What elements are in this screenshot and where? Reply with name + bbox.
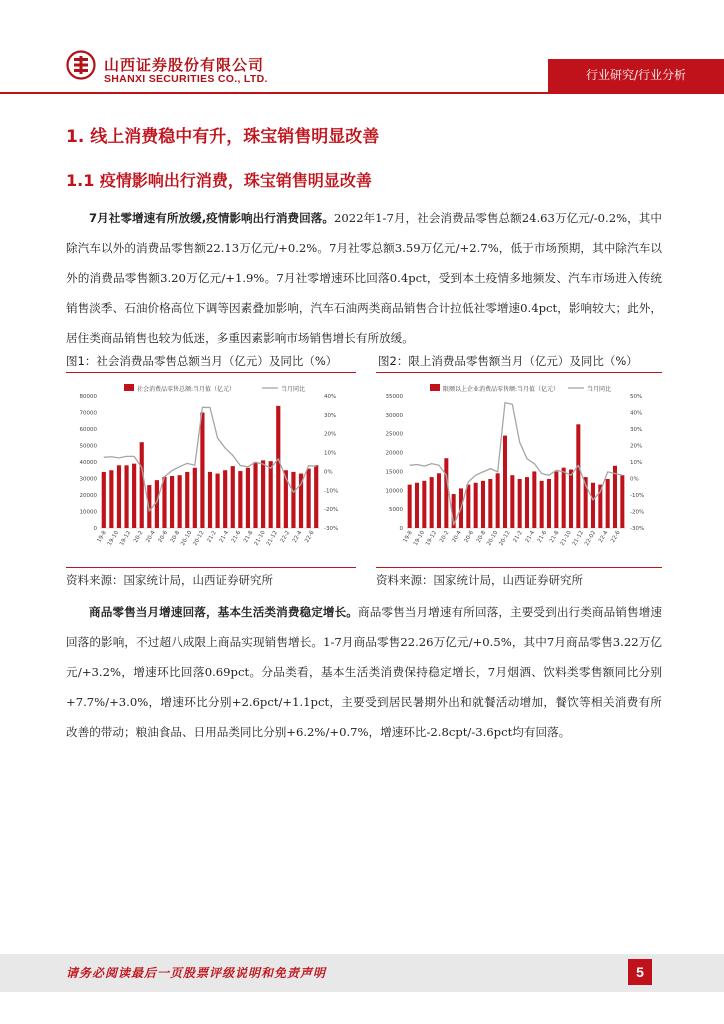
y-left-tick-label: 15000 <box>385 469 403 476</box>
bar-mark <box>269 461 273 528</box>
bar-mark <box>437 473 441 528</box>
bar-mark <box>208 472 212 528</box>
y-left-tick-label: 35000 <box>385 394 403 400</box>
legend-swatch-bar <box>124 384 134 391</box>
figure-2-title-rule <box>376 372 662 373</box>
x-tick-label: 20-6 <box>157 530 169 544</box>
company-name-en: SHANXI SECURITIES CO., LTD. <box>104 73 268 85</box>
chart-total-retail-sales <box>66 378 356 564</box>
paragraph-body: 2022年1-7月，社会消费品零售总额24.63万亿元/-0.2%，其中除汽车以外的消费品零售额22.13万亿元/+0.2%。7月社零总额3.59万亿元/+2.7%，低于市场预期，其中除汽车以外的消费品零售额3.20万亿元/+1.9%。7月社零增速环比回落0.4pct，受到本土疫情多地频发、汽车市场进入传统销售淡季、石油价格高位下调等因素叠加影响，汽车石油两类商品销售合计拉低社零增速0.4pct，影响较大；此外，居住类商品销售也较为低迷，多重因素影响市场销售增长有所放缓。 <box>66 211 662 345</box>
y-left-tick-label: 20000 <box>79 493 97 499</box>
bar-mark <box>466 485 470 528</box>
legend-swatch-bar <box>430 384 440 391</box>
bar-mark <box>102 472 106 528</box>
bar-mark <box>261 460 265 528</box>
footer-disclaimer: 请务必阅读最后一页股票评级说明和免责声明 <box>66 966 327 980</box>
y-left-tick-label: 10000 <box>79 509 97 516</box>
bar-mark <box>606 479 610 528</box>
x-tick-label: 19-10 <box>412 530 427 547</box>
y-right-tick-label: -30% <box>324 526 339 532</box>
y-left-tick-label: 50000 <box>79 443 97 450</box>
subsection-heading: 1.1 疫情影响出行消费，珠宝销售明显改善 <box>66 171 372 190</box>
bar-mark <box>238 471 242 528</box>
bar-mark <box>547 479 551 528</box>
bar-mark <box>276 406 280 528</box>
x-tick-label: 21-12 <box>265 530 279 547</box>
legend-label-bar: 限额以上企业消费品零售额:当月值（亿元） <box>443 386 560 393</box>
x-tick-label: 22-4 <box>597 530 610 544</box>
x-tick-label: 20-2 <box>439 530 451 544</box>
x-tick-label: 20-4 <box>145 530 157 544</box>
y-left-tick-label: 5000 <box>389 507 403 514</box>
bar-mark <box>481 481 485 528</box>
bar-mark <box>510 475 514 528</box>
chart-legend <box>430 384 611 393</box>
x-tick-label: 22-2 <box>279 530 292 544</box>
y-left-tick-label: 20000 <box>385 450 403 457</box>
report-category-tag: 行业研究/行业分析 <box>548 59 724 92</box>
figure-1-title-rule <box>66 372 356 373</box>
y-right-tick-label: 0% <box>630 476 639 483</box>
yoy-line <box>410 403 623 525</box>
x-tick-label: 22-6 <box>610 530 622 544</box>
x-tick-label: 19-8 <box>402 530 414 544</box>
y-left-tick-label: 10000 <box>385 488 403 495</box>
x-tick-label: 19-10 <box>106 530 121 547</box>
x-tick-label: 21-12 <box>571 530 585 547</box>
bar-mark <box>422 481 426 528</box>
x-tick-label: 20-8 <box>475 530 488 544</box>
figure-2-source: 资料来源：国家统计局，山西证券研究所 <box>376 573 583 587</box>
bar-mark <box>193 468 197 528</box>
y-right-tick-label: 20% <box>630 443 643 450</box>
bar-mark <box>147 485 151 528</box>
bar-mark <box>569 470 573 528</box>
y-left-tick-label: 80000 <box>79 394 97 400</box>
bar-mark <box>562 468 566 528</box>
x-tick-label: 22-4 <box>291 530 304 544</box>
x-tick-label: 22-02 <box>583 530 598 547</box>
x-tick-label: 22-6 <box>304 530 316 544</box>
y-right-tick-label: 0% <box>324 469 333 476</box>
x-tick-label: 21-4 <box>524 530 537 544</box>
bar-mark <box>415 483 419 528</box>
bar-mark <box>140 442 144 528</box>
y-left-tick-label: 25000 <box>385 431 403 438</box>
bar-mark <box>525 477 529 528</box>
bar-mark <box>132 464 136 528</box>
x-tick-label: 21-2 <box>512 530 524 544</box>
y-right-tick-label: 30% <box>630 427 643 433</box>
figure-1-source: 资料来源：国家统计局，山西证券研究所 <box>66 573 273 587</box>
y-right-tick-label: 50% <box>630 394 643 400</box>
bar-mark <box>532 471 536 528</box>
x-tick-label: 20-12 <box>192 530 206 547</box>
bar-mark <box>518 479 522 528</box>
y-left-tick-label: 70000 <box>79 410 97 417</box>
paragraph-lead: 7月社零增速有所放缓,疫情影响出行消费回落。 <box>89 211 335 225</box>
bar-mark <box>496 473 500 528</box>
bar-mark <box>540 481 544 528</box>
bar-mark <box>178 475 182 528</box>
y-right-tick-label: -20% <box>324 507 339 514</box>
section-heading: 1. 线上消费稳中有升，珠宝销售明显改善 <box>66 127 380 147</box>
bar-mark <box>253 462 257 528</box>
y-left-tick-label: 30000 <box>385 412 403 419</box>
x-tick-label: 21-6 <box>536 530 549 544</box>
y-left-tick-label: 0 <box>93 526 97 532</box>
company-name-cn: 山西证券股份有限公司 <box>104 56 265 74</box>
y-right-tick-label: 40% <box>630 410 643 417</box>
y-left-tick-label: 60000 <box>79 427 97 433</box>
y-right-tick-label: -20% <box>630 509 645 516</box>
paragraph-lead: 商品零售当月增速回落，基本生活类消费稳定增长。 <box>89 605 358 619</box>
y-right-tick-label: -10% <box>324 488 339 495</box>
y-left-tick-label: 40000 <box>79 460 97 466</box>
bar-mark <box>474 483 478 528</box>
bar-mark <box>291 472 295 528</box>
bar-mark <box>109 470 113 528</box>
figure-2-source-rule <box>376 567 662 568</box>
y-right-tick-label: 30% <box>324 412 337 419</box>
x-tick-label: 21-4 <box>218 530 231 544</box>
bar-mark <box>117 465 121 528</box>
bar-mark <box>430 477 434 528</box>
x-tick-label: 20-2 <box>133 530 145 544</box>
company-logo-icon <box>66 50 96 80</box>
bar-mark <box>223 470 227 528</box>
page-header <box>0 0 724 100</box>
bar-mark <box>216 474 220 528</box>
paragraph-body: 商品零售当月增速有所回落，主要受到出行类商品销售增速回落的影响，不过超八成限上商品实现销售增长。1-7月商品零售22.26万亿元/+0.5%，其中7月商品零售3.22万亿元/+3.2%，增速环比回落0.69pct。分品类看，基本生活类消费保持稳定增长，7月烟酒、饮料类零售额同比分别+7.7%/+3.0%，增速环比分别+2.6pct/+1.1pct，主要受到居民暑期外出和就餐活动增加，餐饮等相关消费有所改善的带动；粮油食品、日用品类同比分别+6.2%/+0.7%，增速环比-2.8cpt/-3.6pct均有回落。 <box>66 605 662 739</box>
header-divider <box>0 92 724 94</box>
figure-1-source-rule <box>66 567 356 568</box>
legend-label-line: 当月同比 <box>281 386 306 393</box>
x-tick-label: 19-12 <box>119 530 133 547</box>
bar-mark <box>200 413 204 529</box>
x-tick-label: 19-8 <box>96 530 108 544</box>
bar-mark <box>408 485 412 528</box>
chart-above-quota-retail-sales <box>372 378 662 564</box>
paragraph-retail-overview <box>66 203 662 353</box>
bar-mark <box>620 475 624 528</box>
paragraph-commodity-retail <box>66 597 662 747</box>
y-right-tick-label: 40% <box>324 394 337 400</box>
x-tick-label: 20-10 <box>486 530 500 547</box>
y-right-tick-label: 10% <box>324 450 337 457</box>
page-number: 5 <box>628 959 652 985</box>
x-tick-label: 20-12 <box>498 530 512 547</box>
x-tick-label: 21-2 <box>206 530 218 544</box>
x-tick-label: 20-6 <box>463 530 475 544</box>
legend-label-bar: 社会消费品零售总额:当月值（亿元） <box>137 386 236 393</box>
x-tick-label: 19-12 <box>425 530 439 547</box>
x-tick-label: 21-8 <box>243 530 255 544</box>
x-tick-label: 20-4 <box>451 530 463 544</box>
x-tick-label: 20-8 <box>169 530 182 544</box>
y-right-tick-label: 10% <box>630 460 643 466</box>
y-right-tick-label: -30% <box>630 526 645 532</box>
bar-mark <box>488 479 492 528</box>
x-tick-label: 21-6 <box>230 530 243 544</box>
y-right-tick-label: -10% <box>630 493 645 499</box>
figure-2-title: 图2：限上消费品零售额当月（亿元）及同比（%） <box>378 354 638 368</box>
bar-mark <box>444 458 448 528</box>
bar-mark <box>246 468 250 528</box>
x-tick-label: 21-8 <box>549 530 561 544</box>
x-tick-label: 21-10 <box>559 530 573 547</box>
chart-legend <box>124 384 305 393</box>
bar-mark <box>314 465 318 528</box>
bar-mark <box>613 466 617 528</box>
bar-mark <box>185 472 189 528</box>
bar-mark <box>170 476 174 528</box>
y-left-tick-label: 0 <box>399 526 403 532</box>
bar-mark <box>591 483 595 528</box>
bar-mark <box>576 424 580 528</box>
x-tick-label: 21-10 <box>253 530 267 547</box>
bar-mark <box>231 466 235 528</box>
y-left-tick-label: 30000 <box>79 476 97 483</box>
bar-mark <box>554 471 558 528</box>
x-tick-label: 20-10 <box>180 530 194 547</box>
bar-mark <box>307 469 311 528</box>
legend-label-line: 当月同比 <box>587 386 612 393</box>
bar-mark <box>162 477 166 528</box>
y-right-tick-label: 20% <box>324 431 337 438</box>
bar-mark <box>503 436 507 528</box>
bar-mark <box>124 465 128 528</box>
figure-1-title: 图1：社会消费品零售总额当月（亿元）及同比（%） <box>66 354 338 368</box>
